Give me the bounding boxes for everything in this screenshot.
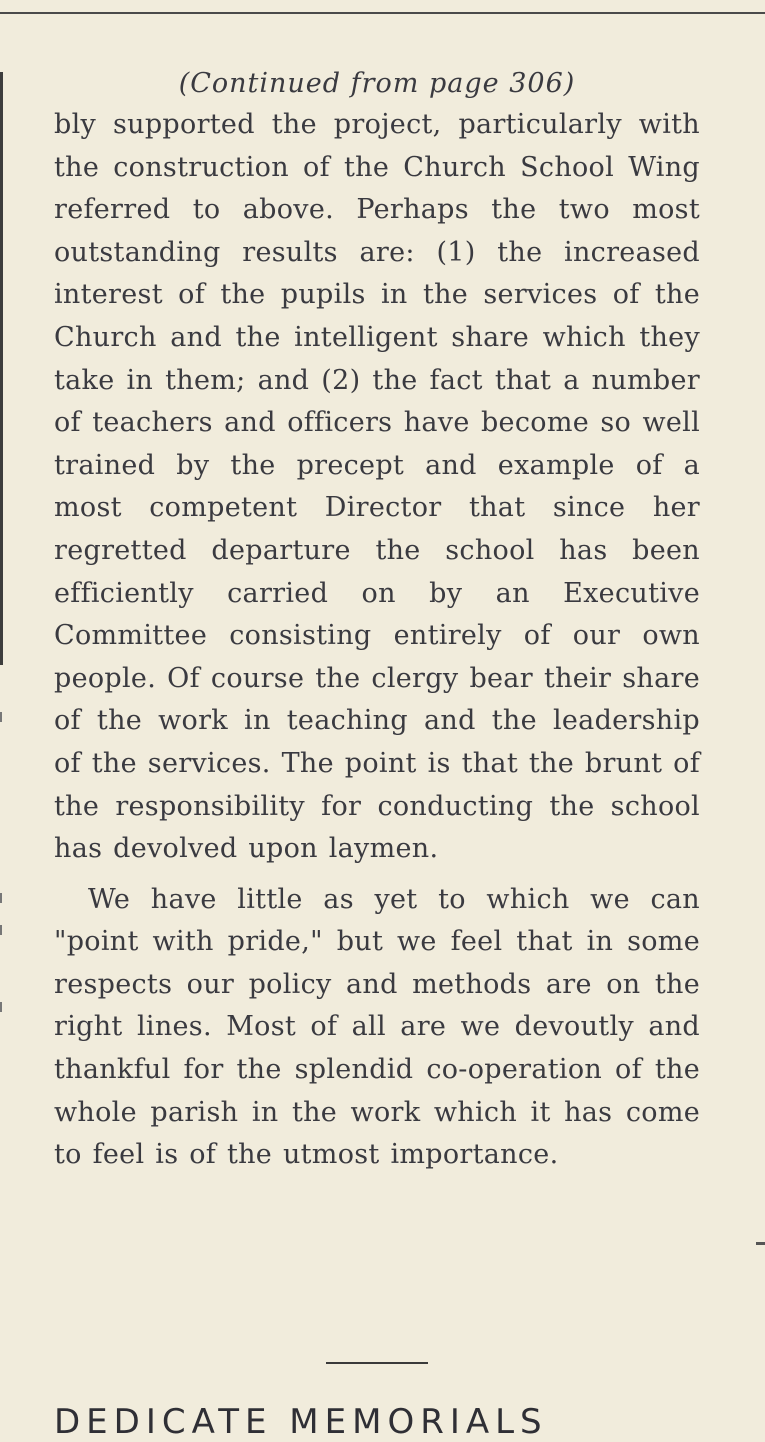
next-section-heading: DEDICATE MEMORIALS (54, 1402, 548, 1442)
section-divider (326, 1362, 428, 1364)
margin-mark (0, 925, 2, 935)
margin-mark (756, 1242, 765, 1245)
margin-mark (0, 712, 2, 722)
article-paragraph: We have little as yet to which we can "point with pride," but we feel that in some respects our policy and methods are on the right lines. Most of all are we devoutly and thankful for the splendid co-operation of the whole parish in the work which it has come to feel is of the utmost importance. (54, 883, 700, 1171)
article-column (54, 64, 700, 1177)
continued-note: (Continued from page 306) (178, 68, 576, 99)
margin-mark (0, 893, 2, 903)
article-paragraph: bly supported the project, particularly with the construction of the Church School Wing referred to above. Perhaps the two most outstanding results are: (1) the increased interest of the pupils in the services of the Church and the intelligent share which they take in them; and (2) the fact that a number of teachers and officers have become so well trained by the precept and example of a most competent Director that since her regretted departure the school has been efficiently carried on by an Executive Committee consisting entirely of our own people. Of course the clergy bear their share of the work in teaching and the leadership of the services. The point is that the brunt of the responsibility for conducting the school has devolved upon laymen. (54, 109, 700, 865)
margin-mark (0, 1002, 2, 1012)
page-top-rule (0, 12, 765, 14)
left-margin-bar (0, 72, 3, 665)
